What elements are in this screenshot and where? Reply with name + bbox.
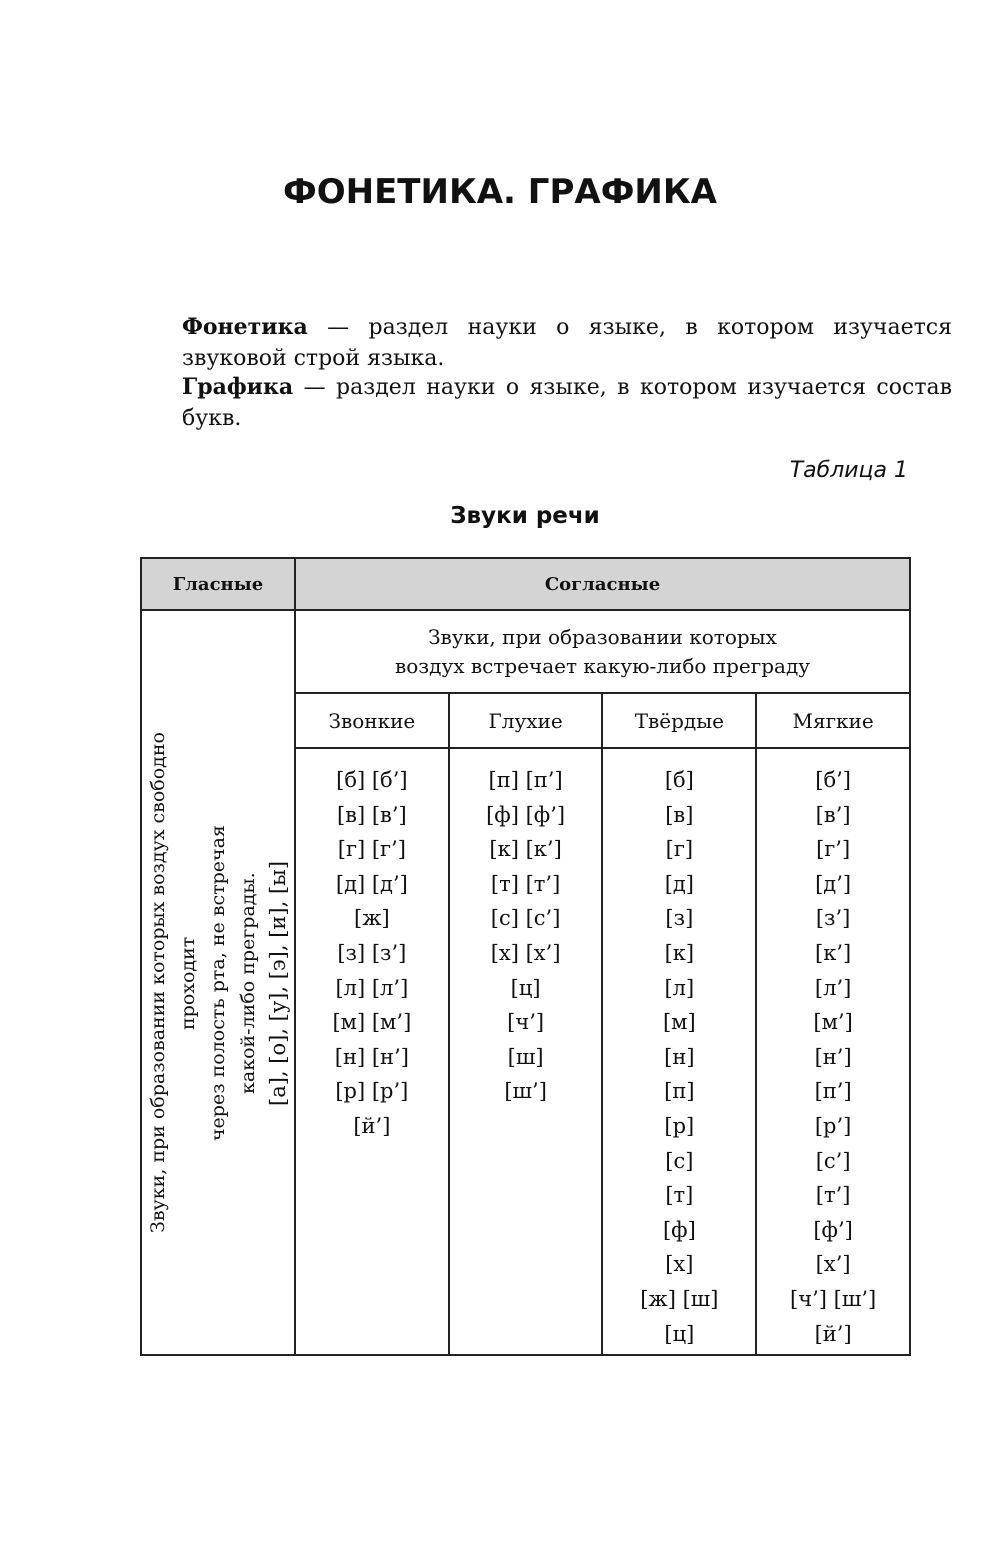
sound-item: [р’]	[814, 1113, 852, 1138]
sound-item: [п’]	[814, 1079, 852, 1104]
vowels-description	[143, 688, 293, 1278]
definition-phonetics	[140, 312, 952, 374]
sounds-table	[140, 557, 911, 1356]
sound-item: [т’]	[815, 1183, 851, 1208]
sound-item: [к] [к’]	[489, 837, 562, 862]
desc-line: Звуки, при образовании которых воздух свободно проходит	[146, 732, 199, 1233]
sound-item: [п]	[664, 1079, 695, 1104]
sound-item: [ч’]	[507, 1010, 545, 1035]
sound-item: [л]	[664, 975, 695, 1000]
sound-item: [й’]	[353, 1113, 391, 1138]
sound-item: [л] [л’]	[335, 975, 409, 1000]
table-number: Таблица 1	[789, 458, 908, 483]
sound-item: [м’]	[813, 1010, 853, 1035]
term: Графика	[182, 374, 294, 400]
sound-item: [г’]	[816, 837, 851, 862]
desc-line: через полость рта, не встречая	[206, 824, 229, 1141]
column-header-soft: Мягкие	[756, 693, 910, 748]
sound-item: [д] [д’]	[335, 871, 408, 896]
header-vowels: Гласные	[141, 558, 295, 610]
sound-item: [н] [н’]	[334, 1044, 409, 1069]
definition-text: — раздел науки о языке, в котором изучается звуковой строй языка.	[182, 315, 952, 371]
sound-item: [ф’]	[813, 1217, 853, 1242]
sound-item: [с]	[665, 1148, 694, 1173]
list-soft	[756, 748, 910, 1355]
sound-item: [м] [м’]	[332, 1010, 412, 1035]
sound-item: [ф]	[662, 1217, 696, 1242]
list-hard	[602, 748, 756, 1355]
sound-item: [т]	[665, 1183, 694, 1208]
table-title: Звуки речи	[450, 503, 600, 529]
sound-item: [р]	[664, 1113, 695, 1138]
sound-item: [з]	[665, 906, 694, 931]
sound-item: [в’]	[815, 802, 851, 827]
sound-item: [г]	[665, 837, 694, 862]
sound-item: [ч’] [ш’]	[790, 1286, 877, 1311]
sound-item: [д’]	[815, 871, 852, 896]
sound-item: [б] [б’]	[336, 768, 408, 792]
page-title: ФОНЕТИКА. ГРАФИКА	[283, 172, 717, 212]
sound-item: [с] [с’]	[490, 906, 561, 931]
sound-item: [л’]	[814, 975, 852, 1000]
sound-item: [ф] [ф’]	[486, 802, 566, 827]
sound-item: [к’]	[815, 940, 852, 965]
sound-item: [г] [г’]	[337, 837, 406, 862]
term: Фонетика	[182, 314, 308, 340]
sound-item: [з] [з’]	[337, 940, 407, 965]
sound-item: [н]	[664, 1044, 695, 1069]
list-voiced	[295, 748, 449, 1355]
sound-item: [ж] [ш]	[640, 1286, 719, 1311]
sound-item: [т] [т’]	[490, 871, 561, 896]
header-consonants: Согласные	[295, 558, 910, 610]
sound-item: [х’]	[815, 1252, 851, 1277]
column-header-voiced: Звонкие	[295, 693, 449, 748]
sound-item: [м]	[662, 1010, 696, 1035]
sound-item: [п] [п’]	[488, 768, 563, 792]
sound-item: [ш]	[507, 1044, 544, 1069]
sound-item: [й’]	[814, 1321, 852, 1346]
sound-item: [н’]	[814, 1044, 852, 1069]
vowels-description-cell	[141, 610, 295, 1355]
desc-line: воздух встречает какую-либо преграду	[394, 653, 811, 678]
sound-item: [ж]	[354, 906, 390, 931]
sound-item: [р] [р’]	[335, 1079, 409, 1104]
sound-item: [ш’]	[504, 1079, 547, 1104]
sound-item: [б’]	[815, 768, 851, 792]
sound-item: [ц]	[664, 1321, 695, 1346]
sound-item: [в] [в’]	[336, 802, 407, 827]
sound-item: [ц]	[510, 975, 541, 1000]
sound-item: [х] [х’]	[490, 940, 561, 965]
sound-item: [б]	[664, 768, 694, 792]
column-header-hard: Твёрдые	[602, 693, 756, 748]
list-voiceless	[449, 748, 603, 1355]
definition-graphics	[140, 372, 952, 434]
desc-line: Звуки, при образовании которых	[428, 624, 777, 649]
vowel-sounds: [а], [о], [у], [э], [и], [ы]	[265, 859, 290, 1106]
desc-line: какой-либо преграды.	[236, 871, 259, 1094]
sound-item: [к]	[664, 940, 695, 965]
sound-item: [в]	[665, 802, 694, 827]
sound-item: [д]	[664, 871, 695, 896]
column-header-voiceless: Глухие	[449, 693, 603, 748]
sound-item: [з’]	[815, 906, 851, 931]
definition-text: — раздел науки о языке, в котором изучается состав букв.	[182, 375, 952, 431]
sound-item: [с’]	[815, 1148, 851, 1173]
sound-item: [х]	[665, 1252, 694, 1277]
consonants-description	[295, 610, 910, 693]
